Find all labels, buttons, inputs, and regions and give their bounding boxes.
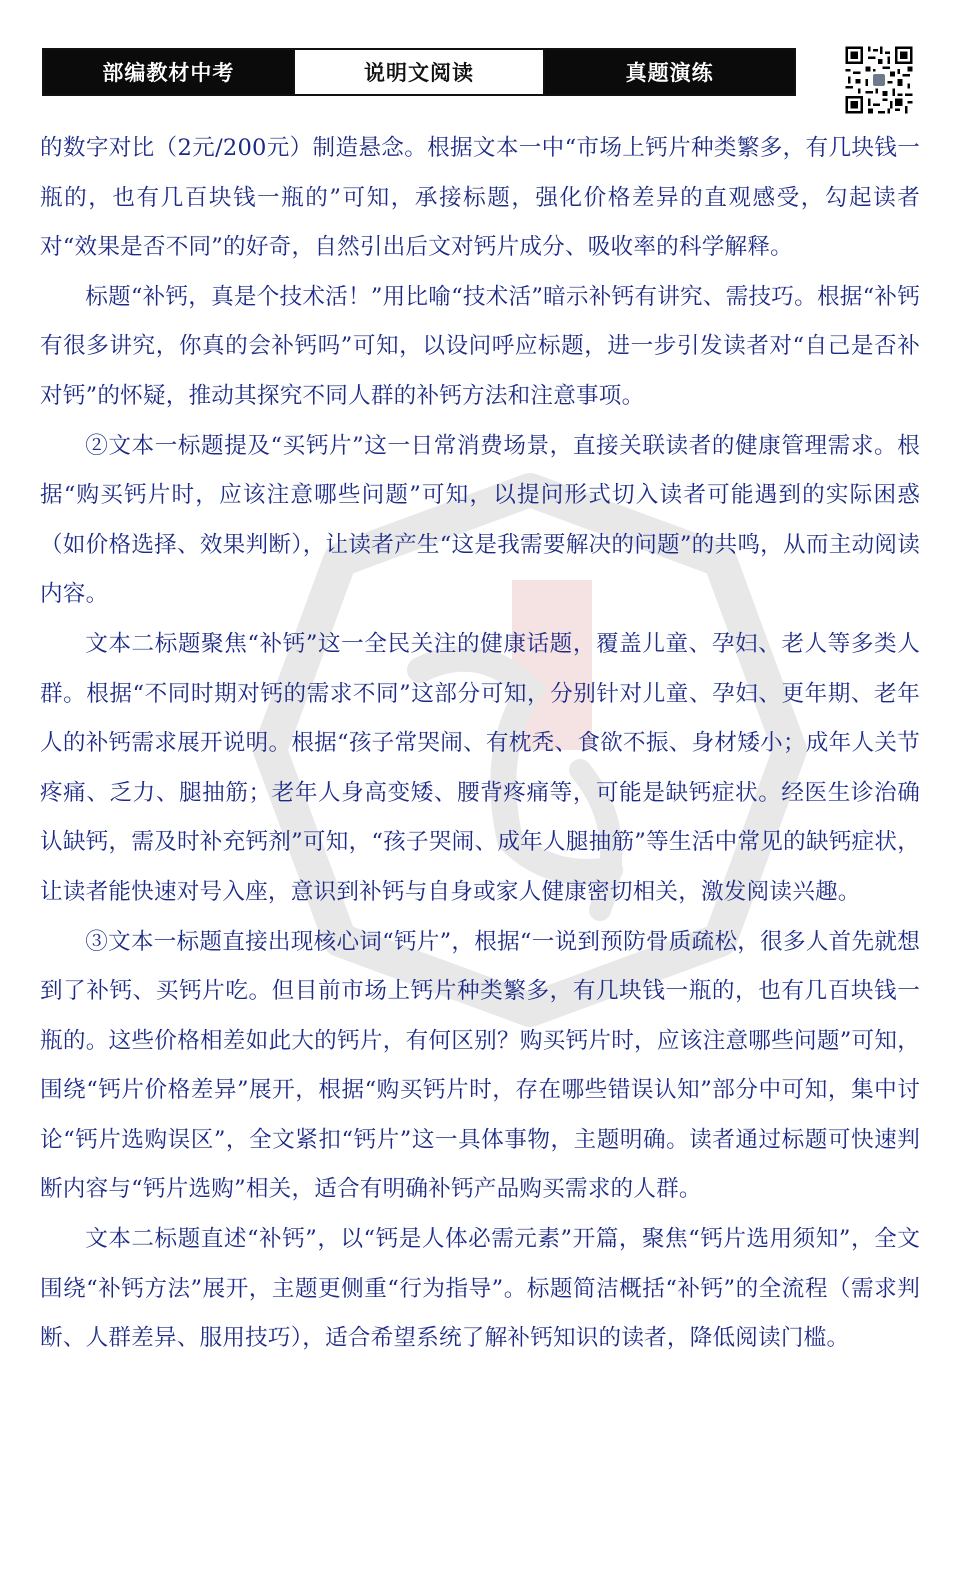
paragraph: 标题“补钙，真是个技术活！”用比喻“技术活”暗示补钙有讲究、需技巧。根据“补钙有很多讲究，你真的会补钙吗”可知，以设问呼应标题，进一步引发读者对“自己是否补对钙”的怀疑，推动其探究不同人群的补钙方法和注意事项。 bbox=[40, 283, 920, 409]
header-right-label: 真题演练 bbox=[545, 50, 794, 94]
header-center-label: 说明文阅读 bbox=[293, 50, 546, 94]
paragraph: 文本二标题直述“补钙”，以“钙是人体必需元素”开篇，聚焦“钙片选用须知”，全文围绕“补钙方法”展开，主题更侧重“行为指导”。标题简洁概括“补钙”的全流程（需求判断、人群差异、服用技巧），适合希望系统了解补钙知识的读者，降低阅读门槛。 bbox=[40, 1226, 920, 1352]
header-bar bbox=[42, 48, 796, 96]
paragraph: ②文本一标题提及“买钙片”这一日常消费场景，直接关联读者的健康管理需求。根据“购买钙片时，应该注意哪些问题”可知，以提问形式切入读者可能遇到的实际困惑（如价格选择、效果判断），让读者产生“这是我需要解决的问题”的共鸣，从而主动阅读内容。 bbox=[40, 432, 920, 608]
paragraph: 文本二标题聚焦“补钙”这一全民关注的健康话题，覆盖儿童、孕妇、老人等多类人群。根据“不同时期对钙的需求不同”这部分可知，分别针对儿童、孕妇、更年期、老年人的补钙需求展开说明。根据“孩子常哭闹、有枕秃、食欲不振、身材矮小；成年人关节疼痛、乏力、腿抽筋；老年人身高变矮、腰背疼痛等，可能是缺钙症状。经医生诊治确认缺钙，需及时补充钙剂”可知，“孩子哭闹、成年人腿抽筋”等生活中常见的缺钙症状，让读者能快速对号入座，意识到补钙与自身或家人健康密切相关，激发阅读兴趣。 bbox=[40, 630, 920, 905]
document-body bbox=[40, 124, 920, 1364]
header-left-label: 部编教材中考 bbox=[44, 50, 293, 94]
paragraph-continued: 的数字对比（2元/200元）制造悬念。根据文本一中“市场上钙片种类繁多，有几块钱一瓶的，也有几百块钱一瓶的”可知，承接标题，强化价格差异的直观感受，勾起读者对“效果是否不同”的好奇，自然引出后文对钙片成分、吸收率的科学解释。 bbox=[40, 135, 920, 261]
qr-code-icon[interactable] bbox=[843, 44, 915, 116]
paragraph: ③文本一标题直接出现核心词“钙片”，根据“一说到预防骨质疏松，很多人首先就想到了补钙、买钙片吃。但目前市场上钙片种类繁多，有几块钱一瓶的，也有几百块钱一瓶的。这些价格相差如此大的钙片，有何区别？购买钙片时，应该注意哪些问题”可知，围绕“钙片价格差异”展开，根据“购买钙片时，存在哪些错误认知”部分中可知，集中讨论“钙片选购误区”，全文紧扣“钙片”这一具体事物，主题明确。读者通过标题可快速判断内容与“钙片选购”相关，适合有明确补钙产品购买需求的人群。 bbox=[40, 928, 920, 1203]
